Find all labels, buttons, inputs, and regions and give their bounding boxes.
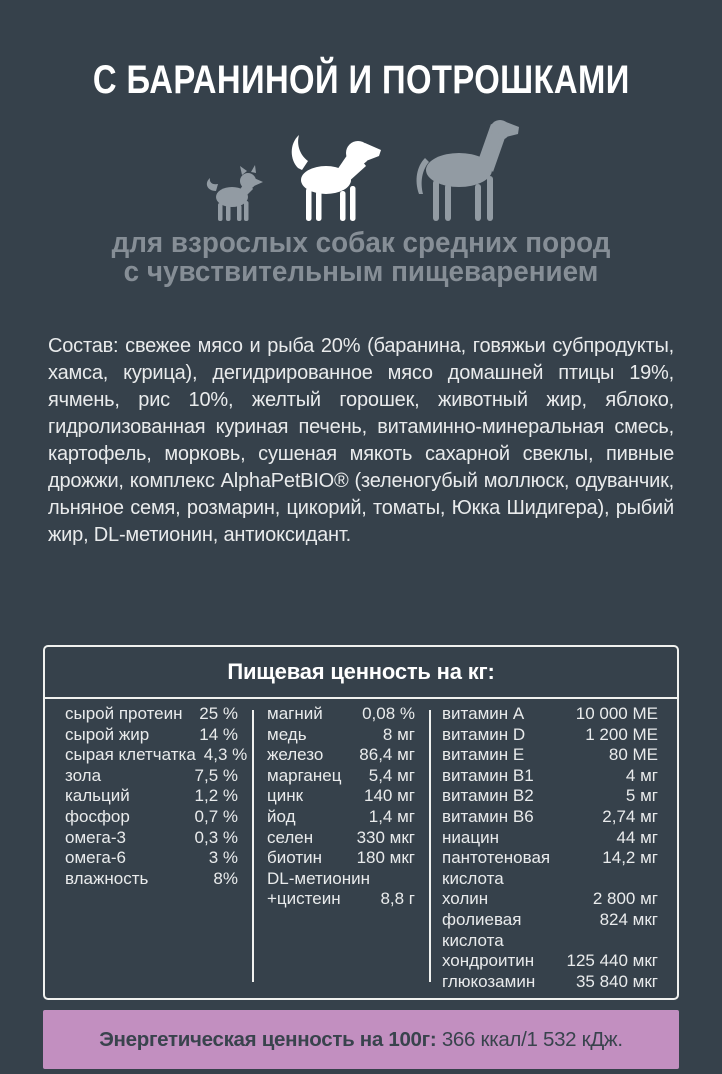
nutrient-value: 0,7 %: [194, 806, 238, 826]
nutrient-label: кальций: [65, 786, 130, 806]
nutrient-row: [65, 869, 238, 890]
subtitle-line-1: для взрослых собак средних пород: [111, 227, 611, 259]
nutrient-row: [442, 807, 658, 828]
medium-dog-icon: [282, 130, 382, 222]
small-dog-icon: [203, 165, 265, 222]
nutrient-value: 125 440 мкг: [566, 951, 658, 971]
nutrient-label: медь: [267, 724, 307, 744]
nutrient-row: [65, 807, 238, 828]
large-dog-icon: [399, 118, 519, 222]
nutrient-value: 35 840 мкг: [575, 971, 658, 991]
nutrient-row: [267, 786, 415, 807]
nutrient-value: 0,3 %: [194, 827, 238, 847]
nutrient-label: +цистеин: [267, 889, 341, 909]
nutrient-row: [65, 725, 238, 746]
nutrient-value: 14 %: [199, 724, 238, 744]
nutrient-label: сырой жир: [65, 724, 150, 744]
nutrient-value: 4,3 %: [203, 745, 248, 765]
nutrient-row: [267, 745, 415, 766]
nutrient-value: 1,4 мг: [368, 806, 415, 826]
nutrient-value: 140 мг: [364, 786, 415, 806]
nutrient-label: кислота: [442, 868, 504, 888]
nutrient-label: витамин B2: [442, 786, 534, 806]
nutrient-value: 2,74 мг: [602, 806, 658, 826]
nutrient-label: DL-метионин: [267, 868, 370, 888]
nutrient-label: кислота: [442, 930, 504, 950]
nutrient-label: фолиевая: [442, 909, 522, 929]
nutrient-label: омега-3: [65, 827, 126, 847]
nutrient-row: [267, 725, 415, 746]
nutrient-label: фосфор: [65, 806, 130, 826]
nutrient-row: [267, 828, 415, 849]
nutrient-value: 86,4 мг: [359, 745, 415, 765]
nutrient-label: цинк: [267, 786, 304, 806]
nutrient-value: 5,4 мг: [368, 765, 415, 785]
nutrient-label: йод: [267, 806, 296, 826]
nutrient-row: [267, 869, 415, 890]
nutrient-label: пантотеновая: [442, 848, 551, 868]
nutrient-label: витамин E: [442, 745, 525, 765]
nutrient-label: влажность: [65, 868, 149, 888]
nutrient-row: [65, 766, 238, 787]
page-title: [0, 0, 722, 102]
nutrient-label: глюкозамин: [442, 971, 536, 991]
nutrient-value: 1,2 %: [194, 786, 238, 806]
nutrition-column-main: [45, 704, 252, 998]
nutrient-label: хондроитин: [442, 951, 535, 971]
nutrient-label: сырой протеин: [65, 704, 183, 723]
nutrient-row: [442, 889, 658, 910]
nutrient-row: [442, 766, 658, 787]
nutrient-label: витамин A: [442, 704, 525, 723]
energy-label: Энергетическая ценность на 100г:: [99, 1027, 437, 1051]
nutrient-row: [65, 828, 238, 849]
nutrient-row: [442, 725, 658, 746]
nutrient-row: [442, 972, 658, 993]
nutrient-value: 10 000 МЕ: [575, 704, 658, 723]
nutrient-row: [442, 786, 658, 807]
nutrient-value: 3 %: [208, 848, 238, 868]
energy-value: 366 ккал/1 532 кДж.: [441, 1027, 623, 1051]
nutrient-row: [442, 828, 658, 849]
nutrient-label: холин: [442, 889, 489, 909]
nutrient-value: 8 мг: [382, 724, 415, 744]
nutrient-value: 1 200 МЕ: [585, 724, 658, 744]
nutrient-row: [442, 910, 658, 931]
nutrient-value: 25 %: [199, 704, 238, 723]
nutrient-row: [267, 704, 415, 725]
nutrient-label: витамин B6: [442, 806, 534, 826]
nutrient-row: [267, 766, 415, 787]
nutrient-value: 80 МЕ: [608, 745, 658, 765]
nutrient-label: селен: [267, 827, 314, 847]
nutrient-label: зола: [65, 765, 102, 785]
composition-text: Состав: свежее мясо и рыба 20% (баранина, говяжьи субпродукты, хамса, курица), дегидрированное мясо домашней птицы 19%, ячмень, рис 10%, желтый горошек, животный жир, яблоко, гидролизованная куриная печень, витаминно-минеральная смесь, картофель, морковь, сушеная мякоть сахарной свеклы, пивные дрожжи, комплекс AlphaPetBIO® (зеленогубый моллюск, одуванчик, льняное семя, розмарин, цикорий, томаты, Юкка Шидигера), рыбий жир, DL-метионин, антиоксидант.: [48, 335, 674, 546]
nutrient-value: 180 мкг: [356, 848, 415, 868]
product-subtitle: [0, 229, 722, 287]
nutrient-label: биотин: [267, 848, 322, 868]
nutrient-label: железо: [267, 745, 324, 765]
nutrient-row: [65, 704, 238, 725]
nutrient-value: 5 мг: [625, 786, 658, 806]
nutrient-label: омега-6: [65, 848, 126, 868]
nutrient-label: марганец: [267, 765, 342, 785]
nutrient-label: сырая клетчатка: [65, 745, 196, 765]
nutrient-row: [65, 786, 238, 807]
nutrient-value: 0,08 %: [362, 704, 415, 723]
nutrient-row: [442, 931, 658, 952]
energy-value-bar: [43, 1010, 679, 1069]
nutrition-table: [45, 699, 677, 998]
page-title-text: С БАРАНИНОЙ И ПОТРОШКАМИ: [92, 58, 630, 102]
nutrient-row: [267, 889, 415, 910]
nutrient-label: магний: [267, 704, 323, 723]
nutrient-row: [442, 848, 658, 869]
nutrient-row: [65, 745, 248, 766]
nutrient-label: витамин B1: [442, 765, 534, 785]
nutrient-value: 7,5 %: [194, 765, 238, 785]
nutrient-label: витамин D: [442, 724, 526, 744]
nutrient-row: [442, 704, 658, 725]
nutrition-box: [43, 645, 679, 1000]
nutrient-row: [267, 807, 415, 828]
nutrient-value: 8,8 г: [380, 889, 415, 909]
nutrition-title: Пищевая ценность на кг:: [45, 647, 677, 699]
nutrient-row: [442, 951, 658, 972]
nutrition-column-vitamins: [431, 704, 677, 998]
nutrient-value: 14,2 мг: [602, 848, 658, 868]
subtitle-line-2: с чувствительным пищеварением: [123, 256, 599, 288]
nutrient-value: 330 мкг: [356, 827, 415, 847]
nutrient-value: 8%: [213, 868, 238, 888]
nutrient-row: [442, 869, 658, 890]
nutrient-value: 2 800 мг: [592, 889, 658, 909]
nutrient-row: [442, 745, 658, 766]
nutrient-value: 824 мкг: [599, 909, 658, 929]
nutrient-value: 4 мг: [625, 765, 658, 785]
nutrient-label: ниацин: [442, 827, 499, 847]
nutrient-row: [267, 848, 415, 869]
nutrient-row: [65, 848, 238, 869]
dog-size-icons: [0, 118, 722, 222]
nutrient-value: 44 мг: [616, 827, 658, 847]
nutrition-column-minerals: [254, 704, 429, 998]
